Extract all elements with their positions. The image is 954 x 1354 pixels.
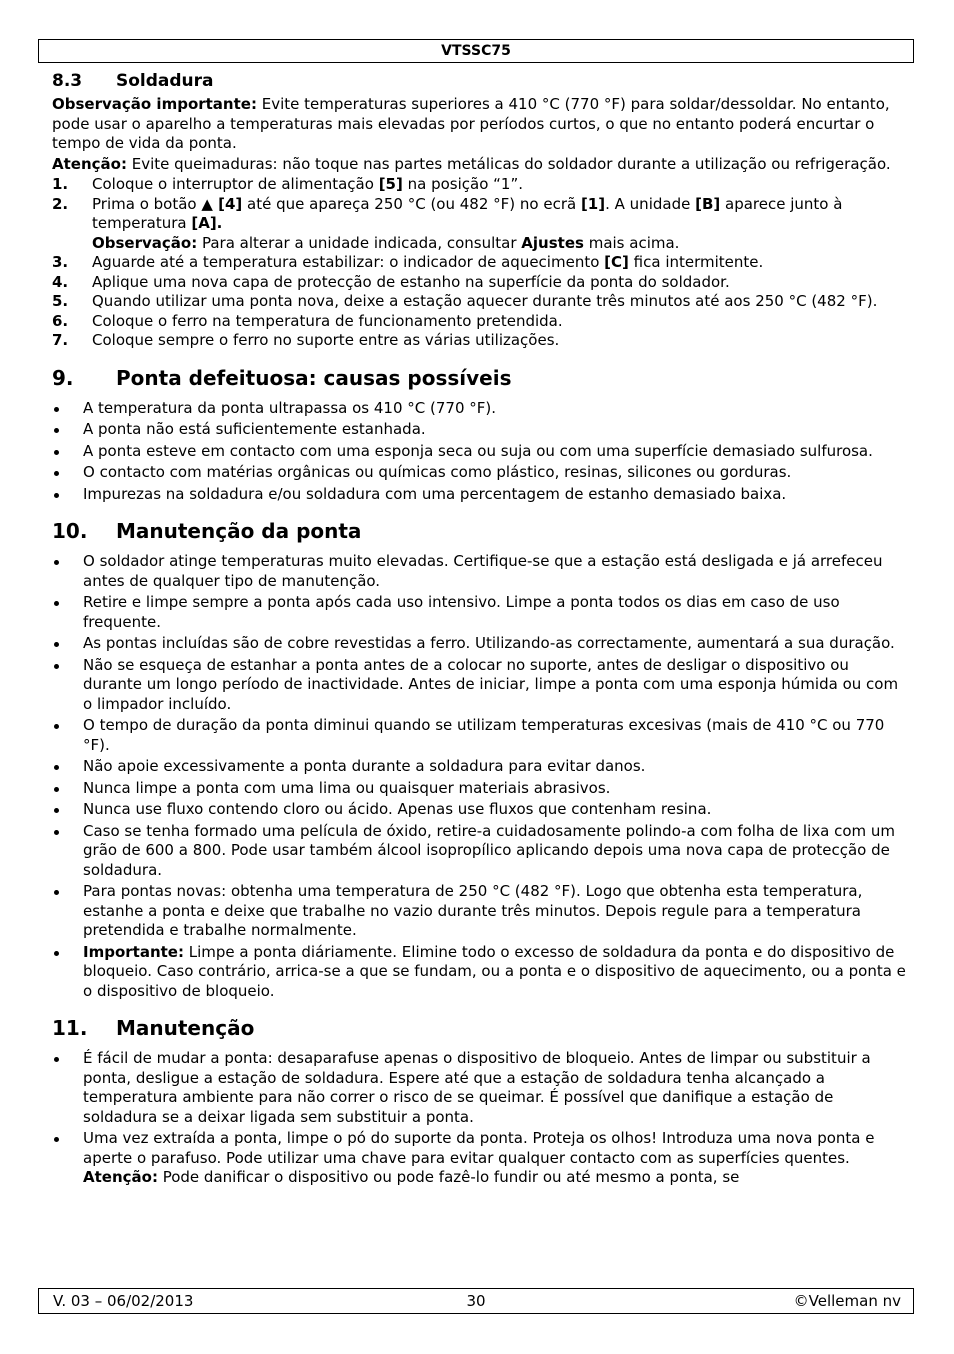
important-note [52,95,908,154]
step-number: 2. [52,194,69,213]
list-item: A ponta não está suficientemente estanhada. [52,420,908,440]
section-number: 9. [52,365,74,390]
list-item: Nunca use fluxo contendo cloro ou ácido. Apenas use fluxos que contenham resina. [52,800,908,820]
step-ref: [C] [604,253,629,271]
step-2-observation [92,234,908,254]
note-label: Atenção: [83,1168,158,1186]
section-number: 10. [52,519,88,543]
step-text: Coloque o ferro na temperatura de funcionamento pretendida. [92,311,563,330]
page-header [38,39,914,63]
page-number: 30 [466,1292,486,1310]
list-item [52,1129,908,1188]
step-text: Prima o botão [92,194,202,213]
step-number: 4. [52,272,69,291]
step-text: Coloque o interruptor de alimentação [92,175,379,193]
tip-maintenance-list [52,552,908,1001]
list-item [52,943,908,1002]
note-label: Importante: [83,942,184,961]
list-item: A ponta esteve em contacto com uma esponja seca ou suja ou com uma superfície demasiado sulfurosa. [52,442,908,462]
section-title: Ponta defeituosa: causas possíveis [116,365,512,390]
step-number: 7. [52,331,69,349]
step-5 [52,292,908,312]
step-number: 3. [52,253,69,271]
section-number: 8.3 [52,71,83,91]
list-item: Não se esqueça de estanhar a ponta antes de a colocar no suporte, antes de desligar o dispositivo ou durante um longo período de inactividade. Antes de iniciar, limpe a ponta com uma esponja húmida ou com o limpador incluído. [52,656,908,715]
step-text: Quando utilizar uma ponta nova, deixe a estação aquecer durante três minutos até aos 250 °C (482 °F). [92,292,878,310]
step-number: 5. [52,292,69,310]
step-text: fica intermitente. [628,253,764,271]
section-number: 11. [52,1016,88,1040]
causes-list [52,399,908,505]
attention-note [52,155,908,175]
step-3 [52,253,908,273]
note-text: Para alterar a unidade indicada, consultar [197,233,522,252]
note-text: Evite temperaturas superiores a 410 °C (770 °F) para soldar/dessoldar. No entanto, pode usar o aparelho a temperaturas mais elevadas por períodos curtos, o que no entanto poderá encurtar o tempo de vida da ponta. [52,95,890,152]
header-title: VTSSC75 [441,43,511,59]
list-text: Pode danificar o dispositivo ou pode fazê-lo fundir ou até mesmo a ponta, se [157,1168,740,1186]
step-6 [52,312,908,332]
step-number: 1. [52,175,69,193]
step-number: 6. [52,311,69,330]
step-2 [52,195,908,254]
list-item: As pontas incluídas são de cobre revestidas a ferro. Utilizando-as correctamente, aumentará a sua duração. [52,634,908,654]
note-label: Observação: [92,233,198,252]
step-ref: ▲ [4] [201,194,243,213]
step-ref: [5] [378,175,403,193]
list-item: É fácil de mudar a ponta: desaparafuse apenas o dispositivo de bloqueio. Antes de limpar ou substituir a ponta, desligue a estação de soldadura. Espere até que a estação de soldadura tenha alcançado a temperatura ambiente para não correr o risco de se queimar. É possível que danifique a estação de soldadura se a deixar ligada sem substituir a ponta. [52,1049,908,1127]
page-content [52,70,908,1190]
note-text: Limpe a ponta diáriamente. Elimine todo o excesso de soldadura da ponta e do dispositivo de bloqueio. Caso contrário, arrica-se a que se fundam, ou a ponta e o dispositivo de aquecimento, ou a ponta e o dispositivo de bloqueio. [83,942,906,1000]
note-text: mais acima. [583,233,680,252]
note-label: Atenção: [52,154,127,173]
list-item: Nunca limpe a ponta com uma lima ou quaisquer materiais abrasivos. [52,779,908,799]
list-item: Caso se tenha formado uma película de óxido, retire-a cuidadosamente polindo-a com folha de lixa com um grão de 600 a 800. Pode usar também álcool isopropílico aplicando depois uma nova capa de protecção de soldadura. [52,822,908,881]
note-label: Observação importante: [52,95,257,113]
note-ref: Ajustes [521,233,584,252]
section-title: Manutenção [116,1016,255,1040]
list-item: A temperatura da ponta ultrapassa os 410 °C (770 °F). [52,399,908,419]
list-item: O soldador atinge temperaturas muito elevadas. Certifique-se que a estação está desligada e já arrefeceu antes de qualquer tipo de manutenção. [52,552,908,591]
list-item: Impurezas na soldadura e/ou soldadura com uma percentagem de estanho demasiado baixa. [52,485,908,505]
step-ref: [A [191,214,210,232]
soldering-steps [52,175,908,351]
step-text: Coloque sempre o ferro no suporte entre as várias utilizações. [92,331,560,349]
step-ref: ]. [209,214,223,232]
page-footer [38,1288,914,1314]
section-9-heading [52,365,908,391]
step-ref: [B] [695,194,721,213]
list-item: Não apoie excessivamente a ponta durante a soldadura para evitar danos. [52,757,908,777]
step-ref: [1] [580,194,606,213]
version-date: V. 03 – 06/02/2013 [53,1292,194,1310]
maintenance-list [52,1049,908,1188]
list-text: Uma vez extraída a ponta, limpe o pó do suporte da ponta. Proteja os olhos! Introduza uma nova ponta e aperte o parafuso. Pode utilizar uma chave para evitar qualquer contacto com as superfícies quentes. [83,1129,875,1167]
section-10-heading [52,518,908,544]
step-text: aparece junto à temperatura [92,194,843,232]
step-7 [52,331,908,351]
note-text: Evite queimaduras: não toque nas partes metálicas do soldador durante a utilização ou refrigeração. [126,154,891,173]
step-1 [52,175,908,195]
step-text: até que apareça 250 °C (ou 482 °F) no ecrã [242,194,581,213]
step-4 [52,273,908,293]
step-text: Aplique uma nova capa de protecção de estanho na superfície da ponta do soldador. [92,272,730,291]
list-item: O tempo de duração da ponta diminui quando se utilizam temperaturas excesivas (mais de 410 °C ou 770 °F). [52,716,908,755]
section-8-3-heading [52,70,908,92]
section-title: Soldadura [116,71,214,91]
copyright: ©Velleman nv [793,1292,901,1310]
section-title: Manutenção da ponta [116,519,362,543]
list-item: Retire e limpe sempre a ponta após cada uso intensivo. Limpe a ponta todos os dias em caso de uso frequente. [52,593,908,632]
list-item: O contacto com matérias orgânicas ou químicas como plástico, resinas, silicones ou gorduras. [52,463,908,483]
step-text: na posição “1”. [402,175,524,193]
section-11-heading [52,1015,908,1041]
list-item: Para pontas novas: obtenha uma temperatura de 250 °C (482 °F). Logo que obtenha esta temperatura, estanhe a ponta e deixe que trabalhe no vazio durante três minutos. Depois regule para a temperatura pretendida e trabalhe normalmente. [52,882,908,941]
step-text: . A unidade [605,194,696,213]
step-text: Aguarde até a temperatura estabilizar: o indicador de aquecimento [92,253,605,271]
